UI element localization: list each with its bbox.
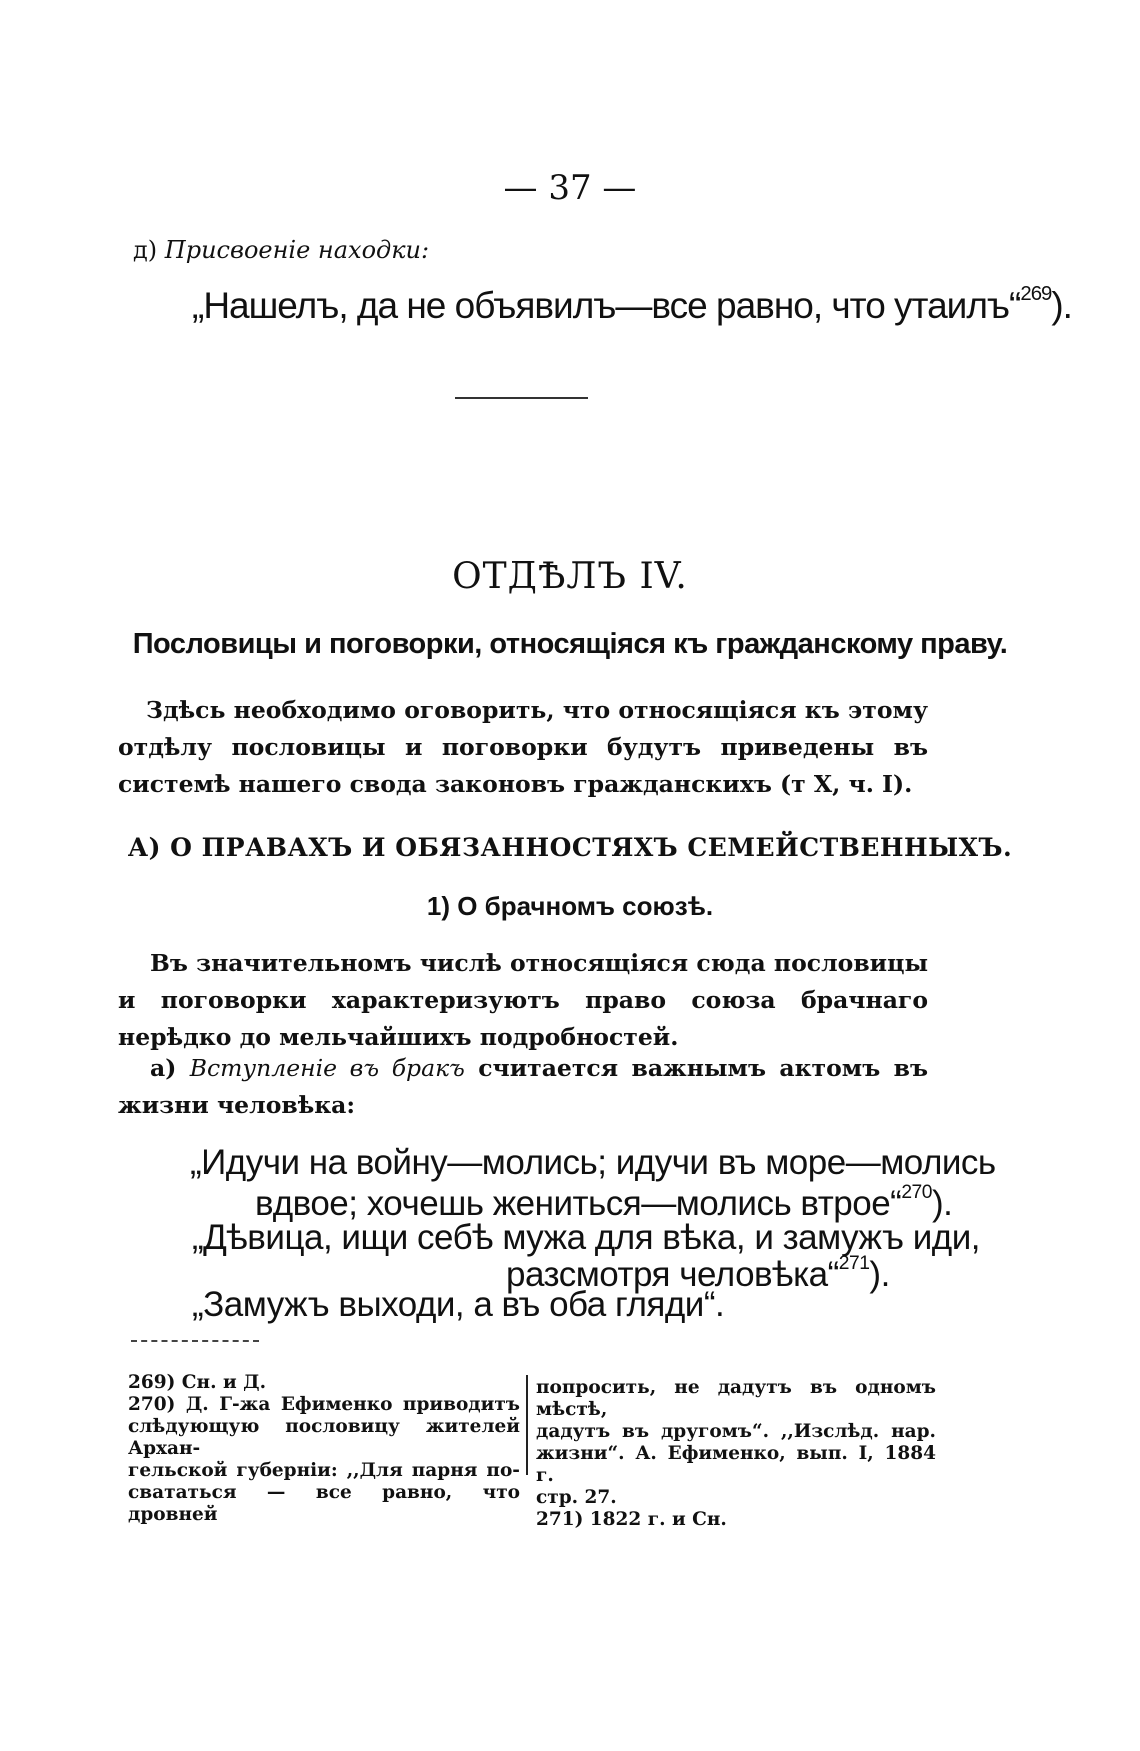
chapter-subtitle: Пословицы и поговорки, относящіяся къ гражданскому праву.	[132, 628, 1008, 660]
proverb-269-text: „Нашелъ, да не объявилъ—все равно, что утаилъ“	[192, 285, 1021, 326]
footnote-ref-269: 269	[1020, 283, 1052, 305]
paragraph-3-marker: а)	[150, 1054, 177, 1082]
verse-line-3: „Дѣвица, ищи себѣ мужа для вѣка, и замужъ иди,	[192, 1218, 980, 1257]
intro-paragraph: Здѣсь необходимо оговорить, что относящіяся къ этому отдѣлу пословицы и поговорки будутъ приведены въ системѣ нашего свода законовъ гражданскихъ (т X, ч. I).	[118, 696, 928, 798]
paragraph-3	[118, 1050, 928, 1124]
footnote-line: 270) Д. Г-жа Ефименко приводитъ	[128, 1394, 520, 1415]
footnote-line: стр. 27.	[536, 1487, 617, 1508]
verse-line-4-text: разсмотря человѣка“	[506, 1255, 839, 1294]
footnote-line: попросить, не дадутъ въ одномъ мѣстѣ,	[536, 1377, 936, 1420]
footnotes-right-column	[536, 1377, 936, 1531]
footnote-line: гельской губерніи: ,,Для парня по-	[128, 1460, 520, 1481]
proverb-269-close: ).	[1051, 285, 1072, 326]
footnote-line: жизни“. А. Ефименко, вып. I, 1884 г.	[536, 1443, 936, 1486]
footnote-ref-270: 270	[901, 1182, 932, 1203]
footnote-line: дадутъ въ другомъ“. ,,Изслѣд. нар.	[536, 1421, 936, 1442]
subsection-a-heading: А) О ПРАВАХЪ И ОБЯЗАННОСТЯХЪ СЕМЕЙСТВЕННЫХЪ.	[127, 833, 1013, 862]
paragraph-2: Въ значительномъ числѣ относящіяся сюда пословицы и поговорки характеризуютъ право союза брачнаго нерѣдко до мельчайшихъ подробностей.	[118, 949, 928, 1051]
footnote-ref-271: 271	[838, 1253, 870, 1274]
footnote-line: слѣдующую пословицу жителей Архан-	[128, 1416, 520, 1459]
section-d-heading	[133, 236, 429, 264]
footnote-line: 271) 1822 г. и Сн.	[536, 1509, 727, 1530]
verse-line-5: „Замужъ выходи, а въ оба гляди“.	[192, 1285, 725, 1324]
section-divider	[455, 397, 588, 399]
chapter-title: ОТДѢЛЪ IV.	[452, 556, 688, 597]
verse-line-2-text: вдвое; хочешь жениться—молись втрое“	[255, 1184, 902, 1223]
footnote-line: свататься — все равно, что дровней	[128, 1482, 520, 1525]
verse-line-4-close: ).	[869, 1255, 890, 1294]
section-d-title: Присвоенie находки:	[164, 236, 430, 264]
page-number: — 37 —	[503, 168, 637, 208]
footnote-line: 269) Сн. и Д.	[128, 1372, 267, 1393]
proverb-269	[192, 285, 1072, 327]
subsection-1-heading: 1) О брачномъ союзѣ.	[426, 891, 714, 921]
footnote-separator	[131, 1340, 259, 1342]
footnotes-left-column	[128, 1372, 520, 1526]
section-d-marker: д)	[133, 236, 158, 264]
paragraph-3-italic: Вступленіе въ бракъ	[189, 1054, 465, 1082]
verse-line-2-close: ).	[931, 1184, 953, 1223]
footnote-column-divider	[526, 1375, 528, 1475]
paragraph-3-rest: считается важнымъ актомъ въ жизни человѣка:	[118, 1054, 928, 1119]
verse-line-1: „Идучи на войну—молись; идучи въ море—молись	[190, 1143, 996, 1182]
